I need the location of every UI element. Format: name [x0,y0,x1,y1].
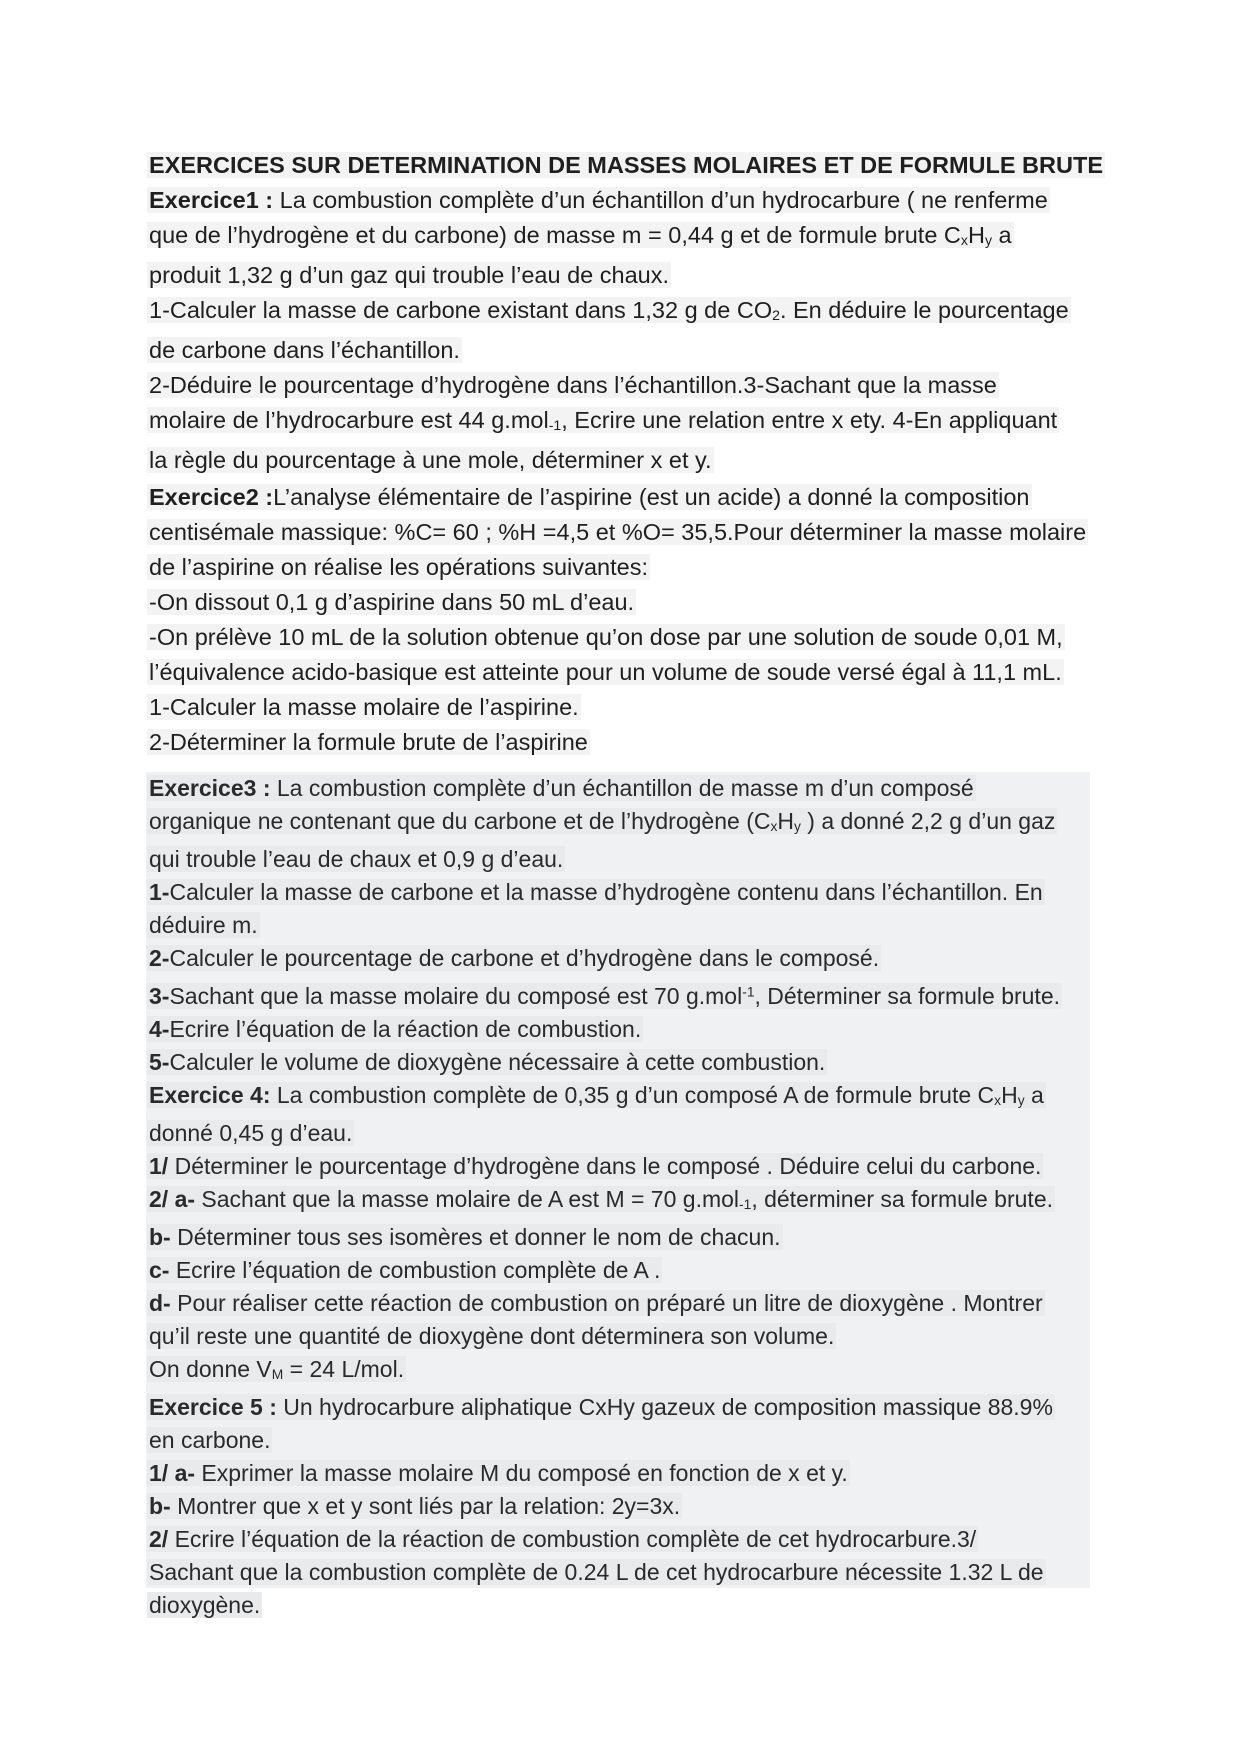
text-line: Calculer le volume de dioxygène nécessaire à cette combustion. [169,1048,826,1075]
text-line: dioxygène. [149,1591,261,1618]
text-line: L’analyse élémentaire de l’aspirine (est un acide) a donné la composition [273,484,1030,510]
superscript: -1 [742,984,755,1000]
text-line: l’équivalence acido-basique est atteinte pour un volume de soude versé égal à 11,1 mL. [149,659,1062,685]
subscript: x [960,232,968,249]
document-title: EXERCICES SUR DETERMINATION DE MASSES MOLAIRES ET DE FORMULE BRUTE [149,152,1103,178]
text-line: -On dissout 0,1 g d’aspirine dans 50 mL d’eau. [149,589,635,615]
question-number: c- [149,1256,170,1283]
text-line: produit 1,32 g d’un gaz qui trouble l’eau de chaux. [149,262,669,289]
text-line: organique ne contenant que du carbone et de l’hydrogène (C [149,808,771,834]
question-number: 2/ [149,1525,169,1552]
text-line: en carbone. [149,1426,271,1453]
text-line: la règle du pourcentage à une mole, déterminer x et y. [149,447,712,474]
text-line: Ecrire l’équation de la réaction de combustion complète de cet hydrocarbure.3/ [168,1525,977,1552]
exercise-1-block [147,148,1105,478]
subscript: 2 [772,307,780,324]
text-line: 1-Calculer la masse molaire de l’aspirine. [149,694,579,720]
question-number: 2/ a- [149,1185,196,1212]
text-line: -On prélève 10 mL de la solution obtenue qu’on dose par une solution de soude 0,01 M, [149,624,1063,650]
subscript: x [994,1092,1002,1108]
subscript: -1 [739,1196,752,1212]
text-line: Déterminer le pourcentage d’hydrogène dans le composé . Déduire celui du carbone. [168,1152,1042,1179]
text-line: de l’aspirine on réalise les opérations suivantes: [149,554,649,580]
text-line: de carbone dans l’échantillon. [149,337,460,364]
exercises-3-5-panel [146,772,1090,1618]
question-number: 2- [149,945,170,972]
text-line: , déterminer sa formule brute. [751,1185,1053,1212]
subscript: y [1017,1092,1025,1108]
exercise-3-label: Exercice3 : [149,775,271,801]
exercise-2-label: Exercice2 : [149,484,274,510]
subscript: M [271,1366,284,1382]
text-line: On donne V [149,1355,272,1382]
text-line: Montrer que x et y sont liés par la relation: 2y=3x. [170,1492,681,1519]
text-line: 2-Déduire le pourcentage d’hydrogène dans l’échantillon.3-Sachant que la masse [149,372,997,399]
question-number: d- [149,1289,171,1316]
text-line: H [777,808,794,834]
text-line: Ecrire l’équation de la réaction de combustion. [169,1015,642,1042]
subscript: -1 [548,417,562,434]
exercise-2-block [147,480,1088,760]
question-number: 3- [149,982,170,1009]
text-line: donné 0,45 g d’eau. [149,1119,353,1146]
text-line: Déterminer tous ses isomères et donner le nom de chacun. [170,1223,781,1250]
text-line: H [1001,1081,1018,1108]
text-line: déduire m. [149,912,258,939]
question-number: 1/ a- [149,1459,196,1486]
text-line: La combustion complète d’un échantillon de masse m d’un composé [270,775,974,801]
exercise-1-label: Exercice1 : [149,187,274,213]
text-line: Un hydrocarbure aliphatique CxHy gazeux de composition massique 88.9% [276,1393,1053,1420]
text-line: = 24 L/mol. [283,1355,405,1382]
text-line: qu’il reste une quantité de dioxygène dont déterminera son volume. [149,1322,835,1349]
exercise-4-label: Exercice 4: [149,1081,271,1108]
text-line: La combustion complète de 0,35 g d’un composé A de formule brute C [270,1081,995,1108]
text-line: . En déduire le pourcentage [779,297,1069,324]
text-line: Calculer la masse de carbone et la masse d’hydrogène contenu dans l’échantillon. En [169,879,1043,906]
text-line: Calculer le pourcentage de carbone et d’hydrogène dans le composé. [169,945,880,972]
text-line: a [1024,1081,1044,1108]
text-line: Pour réaliser cette réaction de combustion on préparé un litre de dioxygène . Montrer [170,1289,1043,1316]
text-line: Ecrire l’équation de combustion complète de A . [169,1256,661,1283]
text-line: 2-Déterminer la formule brute de l’aspirine [149,729,588,755]
exercise-5-label: Exercice 5 : [149,1393,277,1420]
text-line: , Déterminer sa formule brute. [754,982,1061,1009]
question-number: 1/ [149,1152,169,1179]
text-line: qui trouble l’eau de chaux et 0,9 g d’eau. [149,846,564,873]
question-number: 4- [149,1015,170,1042]
text-line: ) a donné 2,2 g d’un gaz [800,808,1056,834]
text-line: 1-Calculer la masse de carbone existant dans 1,32 g de CO [149,297,773,324]
text-line: que de l’hydrogène et du carbone) de masse m = 0,44 g et de formule brute C [149,222,961,248]
text-line: centisémale massique: %C= 60 ; %H =4,5 et %O= 35,5.Pour déterminer la masse molaire [149,519,1087,545]
text-line: Exprimer la masse molaire M du composé en fonction de x et y. [195,1459,848,1486]
text-line: H [967,222,985,248]
question-number: 5- [149,1048,170,1075]
text-line: a [991,222,1012,248]
text-line: molaire de l’hydrocarbure est 44 g.mol [149,407,549,434]
question-number: b- [149,1492,171,1519]
question-number: b- [149,1223,171,1250]
text-line: Sachant que la masse molaire de A est M = 70 g.mol [195,1185,740,1212]
text-line: La combustion complète d’un échantillon d’un hydrocarbure ( ne renferme [273,187,1048,213]
question-number: 1- [149,879,170,906]
subscript: x [770,819,778,835]
subscript: y [984,232,992,249]
subscript: y [794,819,801,835]
text-line: , Ecrire une relation entre x ety. 4-En appliquant [561,407,1058,434]
text-line: Sachant que la combustion complète de 0.24 L de cet hydrocarbure nécessite 1.32 L de [149,1558,1044,1585]
text-line: Sachant que la masse molaire du composé est 70 g.mol [169,982,743,1009]
